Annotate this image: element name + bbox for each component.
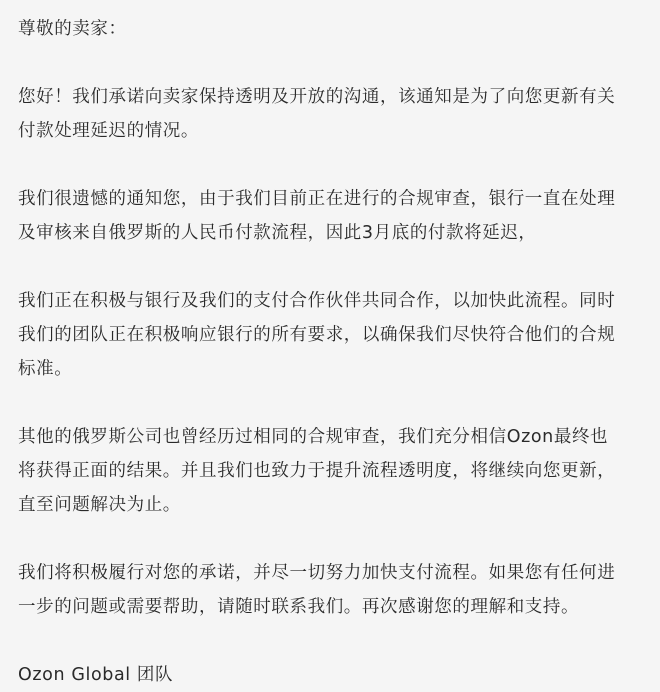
paragraph-line: 我们正在积极与银行及我们的支付合作伙伴共同合作，以加快此流程。同时 [18,291,616,311]
paragraph-gap [18,624,642,658]
paragraph-gap [18,250,642,284]
paragraph-gap [18,148,642,182]
paragraph-gap [18,386,642,420]
paragraph-line: 我们将积极履行对您的承诺，并尽一切努力加快支付流程。如果您有任何进 [18,563,616,583]
paragraph-1 [18,80,642,148]
paragraph-5 [18,556,642,624]
paragraph-line: 付款处理延迟的情况。 [18,121,199,141]
paragraph-3 [18,284,642,386]
paragraph-line: 及审核来自俄罗斯的人民币付款流程，因此3月底的付款将延迟， [18,223,537,243]
greeting: 尊敬的卖家： [18,19,127,39]
paragraph-line: 标准。 [18,359,73,379]
paragraph-line: 将获得正面的结果。并且我们也致力于提升流程透明度，将继续向您更新， [18,461,616,481]
paragraph-4 [18,420,642,522]
paragraph-2 [18,182,642,250]
paragraph-gap [18,522,642,556]
paragraph-line: 其他的俄罗斯公司也曾经历过相同的合规审查，我们充分相信Ozon最终也 [18,427,609,447]
signature: Ozon Global 团队 [18,665,174,685]
paragraph-line: 一步的问题或需要帮助，请随时联系我们。再次感谢您的理解和支持。 [18,597,580,617]
paragraph-gap [18,46,642,80]
paragraph-line: 您好！我们承诺向卖家保持透明及开放的沟通，该通知是为了向您更新有关 [18,87,616,107]
paragraph-line: 我们的团队正在积极响应银行的所有要求，以确保我们尽快符合他们的合规 [18,325,616,345]
paragraph-line: 我们很遗憾的通知您，由于我们目前正在进行的合规审查，银行一直在处理 [18,189,616,209]
paragraph-line: 直至问题解决为止。 [18,495,181,515]
